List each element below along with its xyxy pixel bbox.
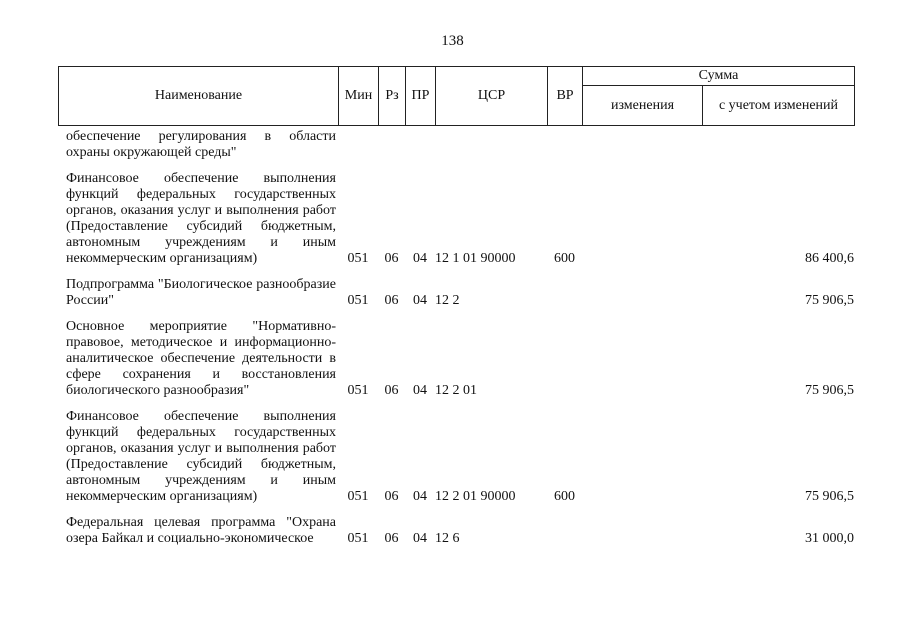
row-vr	[547, 277, 582, 309]
row-pr: 04	[413, 531, 427, 546]
row-spacer	[58, 267, 854, 277]
row-spacer	[58, 399, 854, 409]
table-row	[58, 515, 854, 547]
row-name: Финансовое обеспечение выполнения функций федеральных государственных органов, оказания услуг и выполнения работ (Предоставление субсидий бюджетным, автономным учреждениям и иным некоммерческим организациям)	[66, 171, 336, 266]
row-changes	[582, 129, 702, 161]
header-vr: ВР	[548, 67, 583, 126]
row-spacer	[58, 309, 854, 319]
row-vr: 600	[554, 251, 575, 266]
header-min: Мин	[339, 67, 379, 126]
row-changes	[582, 515, 702, 547]
row-min	[338, 129, 378, 161]
row-csr	[435, 129, 547, 161]
row-csr: 12 2 01 90000	[435, 489, 516, 504]
row-spacer	[58, 161, 854, 171]
row-min: 051	[347, 531, 369, 546]
row-min: 051	[347, 489, 369, 504]
header-with-changes: с учетом изменений	[703, 86, 855, 126]
row-rz: 06	[384, 251, 399, 266]
row-min: 051	[347, 293, 369, 308]
row-pr: 04	[413, 251, 427, 266]
row-total: 86 400,6	[805, 251, 854, 266]
row-total: 75 906,5	[805, 489, 854, 504]
row-name: Основное мероприятие "Нормативно-правовое, методическое и информационно-аналитическое обеспечение деятельности в сфере сохранения и восстановления биологического разнообразия"	[66, 319, 336, 398]
row-rz: 06	[384, 489, 399, 504]
row-total: 75 906,5	[805, 293, 854, 308]
header-name: Наименование	[59, 67, 339, 126]
row-min: 051	[347, 251, 369, 266]
row-vr	[547, 129, 582, 161]
row-rz: 06	[384, 293, 399, 308]
row-total: 31 000,0	[805, 531, 854, 546]
row-csr: 12 2	[435, 293, 460, 308]
table-row	[58, 129, 854, 161]
table-row	[58, 171, 854, 267]
row-pr	[405, 129, 435, 161]
row-rz: 06	[384, 383, 399, 398]
row-vr	[547, 515, 582, 547]
page-number: 138	[441, 33, 464, 49]
row-pr: 04	[413, 383, 427, 398]
table-body	[58, 129, 854, 547]
table-row	[58, 319, 854, 399]
row-pr: 04	[413, 489, 427, 504]
header-pr: ПР	[406, 67, 436, 126]
row-changes	[582, 277, 702, 309]
row-changes	[582, 409, 702, 505]
row-name: Подпрограмма "Биологическое разнообразие России"	[66, 277, 336, 308]
row-csr: 12 2 01	[435, 383, 477, 398]
row-changes	[582, 319, 702, 399]
row-pr: 04	[413, 293, 427, 308]
row-spacer	[58, 505, 854, 515]
row-csr: 12 6	[435, 531, 460, 546]
header-changes: изменения	[583, 86, 703, 126]
row-name: обеспечение регулирования в области охраны окружающей среды"	[66, 129, 336, 160]
row-vr: 600	[554, 489, 575, 504]
row-total	[702, 129, 854, 161]
header-csr: ЦСР	[436, 67, 548, 126]
header-rz: Рз	[379, 67, 406, 126]
table-header	[58, 66, 855, 126]
row-name: Федеральная целевая программа "Охрана озера Байкал и социально-экономическое	[66, 515, 336, 546]
row-name: Финансовое обеспечение выполнения функций федеральных государственных органов, оказания услуг и выполнения работ (Предоставление субсидий бюджетным, автономным учреждениям и иным некоммерческим организациям)	[66, 409, 336, 504]
row-vr	[547, 319, 582, 399]
row-csr: 12 1 01 90000	[435, 251, 516, 266]
row-min: 051	[347, 383, 369, 398]
row-rz	[378, 129, 405, 161]
header-sum: Сумма	[583, 67, 855, 86]
table-row	[58, 409, 854, 505]
row-rz: 06	[384, 531, 399, 546]
row-changes	[582, 171, 702, 267]
row-total: 75 906,5	[805, 383, 854, 398]
table-row	[58, 277, 854, 309]
